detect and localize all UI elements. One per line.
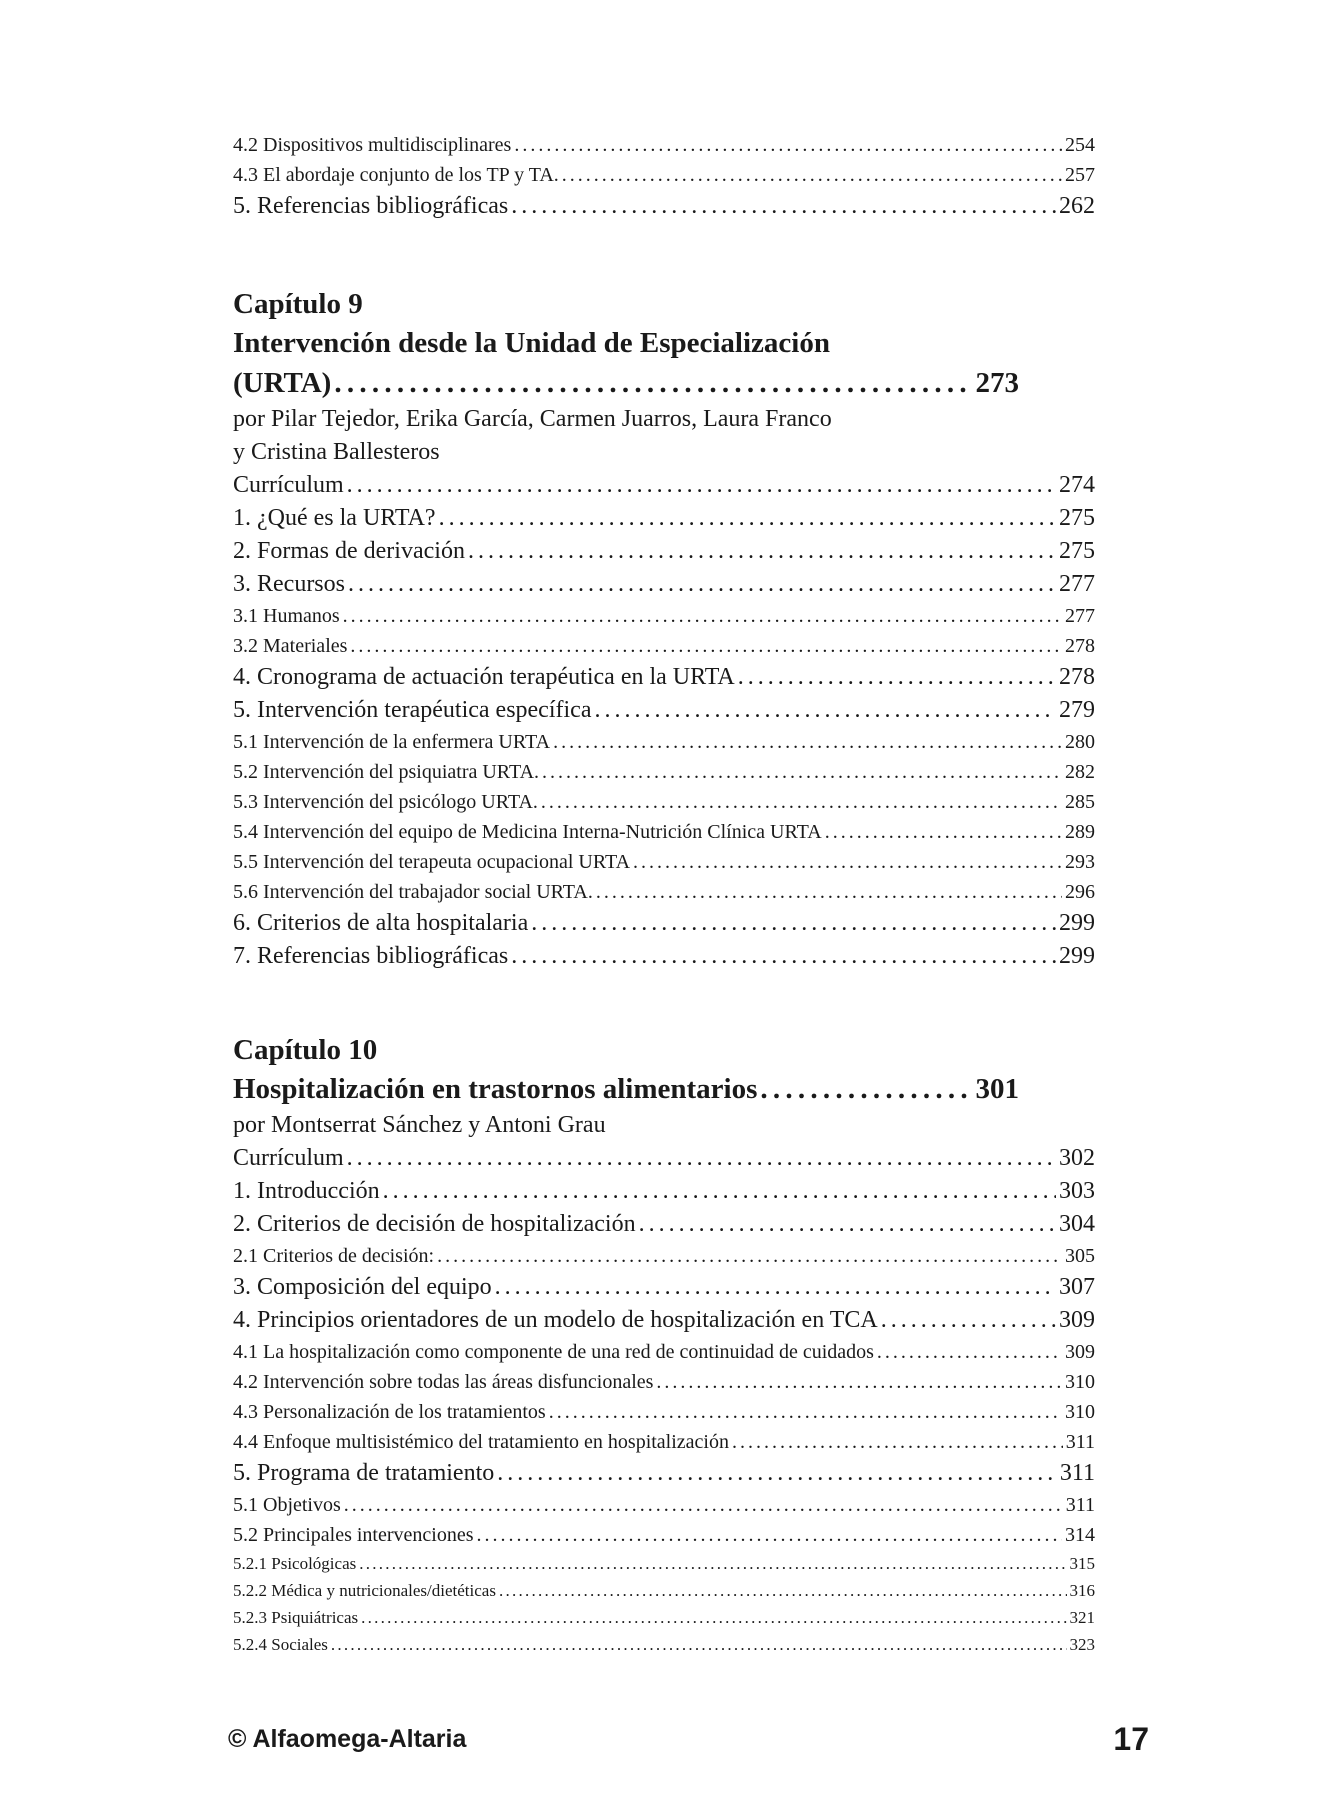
dot-leader	[825, 817, 1062, 847]
toc-entry-page: 314	[1065, 1524, 1095, 1546]
toc-entry-label: 5.1 Intervención de la enfermera URTA	[233, 731, 551, 753]
toc-entry-page: 321	[1069, 1608, 1095, 1627]
toc-entry-label: 5.2.1 Psicológicas	[233, 1554, 357, 1573]
toc-entry-label: 5.2.4 Sociales	[233, 1635, 328, 1654]
toc-entry	[233, 1241, 1095, 1271]
toc-entry-page: 311	[1065, 1494, 1095, 1516]
toc-entry-label: 5.5 Intervención del terapeuta ocupacional URTA	[233, 851, 631, 873]
toc-entry-label: 5.2.2 Médica y nutricionales/dietéticas	[233, 1581, 496, 1600]
dot-leader	[594, 694, 1056, 727]
toc-entry	[233, 694, 1095, 727]
dot-leader	[542, 757, 1062, 787]
chapter-9-title-line2	[233, 363, 1019, 403]
dot-leader	[553, 727, 1062, 757]
toc-entry	[233, 787, 1095, 817]
chapter-9-heading	[233, 285, 1095, 469]
toc-entry-label: 4.2 Dispositivos multidisciplinares	[233, 134, 512, 156]
toc-entry-page: 293	[1065, 851, 1095, 873]
toc-entry-page: 303	[1059, 1178, 1095, 1204]
toc-entry-page: 262	[1059, 193, 1095, 219]
dot-leader	[760, 1069, 972, 1109]
toc-entry	[233, 502, 1095, 535]
toc-entry-label: 6. Criterios de alta hospitalaria	[233, 910, 529, 936]
toc-entry-page: 299	[1059, 910, 1095, 936]
toc-entry-label: 1. Introducción	[233, 1178, 380, 1204]
toc-entry	[233, 1304, 1095, 1337]
toc-entry-label: 5.2 Principales intervenciones	[233, 1524, 474, 1546]
dot-leader	[495, 1271, 1056, 1304]
toc-entry	[233, 1577, 1095, 1604]
chapter-9-number: Capítulo 9	[233, 288, 363, 320]
dot-leader	[347, 469, 1056, 502]
dot-leader	[437, 1241, 1062, 1271]
toc-entry-label: 2. Formas de derivación	[233, 538, 465, 564]
dot-leader	[732, 1427, 1063, 1457]
toc-entry	[233, 568, 1095, 601]
toc-entry-page: 275	[1059, 538, 1095, 564]
toc-top-list	[233, 130, 1095, 223]
chapter-9-authors-line1: por Pilar Tejedor, Erika García, Carmen Juarros, Laura Franco	[233, 406, 832, 432]
toc-entry-page: 275	[1059, 505, 1095, 531]
chapter-10-number: Capítulo 10	[233, 1034, 378, 1066]
toc-entry-label: 2. Criterios de decisión de hospitalización	[233, 1211, 636, 1237]
toc-entry-label: 2.1 Criterios de decisión:	[233, 1245, 435, 1267]
dot-leader	[639, 1208, 1056, 1241]
toc-entry-page: 257	[1065, 164, 1095, 186]
chapter-10-heading	[233, 1031, 1095, 1142]
chapter-9-title-line2-label: (URTA)	[233, 367, 332, 399]
toc-entry-label: 5.3 Intervención del psicólogo URTA.	[233, 791, 538, 813]
chapter-9-title-line1: Intervención desde la Unidad de Especialización	[233, 327, 830, 359]
dot-leader	[439, 502, 1056, 535]
chapter-9-authors-line2: y Cristina Ballesteros	[233, 439, 440, 465]
dot-leader	[348, 568, 1056, 601]
dot-leader	[343, 601, 1062, 631]
toc-entry	[233, 817, 1095, 847]
toc-entry-page: 282	[1065, 761, 1095, 783]
dot-leader	[511, 940, 1056, 973]
toc-entry	[233, 940, 1095, 973]
table-of-contents	[233, 0, 1095, 1658]
toc-entry-label: 1. ¿Qué es la URTA?	[233, 505, 436, 531]
toc-entry-label: 4.3 Personalización de los tratamientos	[233, 1401, 546, 1423]
dot-leader	[633, 847, 1062, 877]
toc-entry	[233, 877, 1095, 907]
toc-entry-page: 309	[1059, 1307, 1095, 1333]
toc-entry-page: 302	[1059, 1145, 1095, 1171]
toc-entry-page: 278	[1065, 635, 1095, 657]
toc-entry	[233, 1397, 1095, 1427]
dot-leader	[468, 535, 1056, 568]
toc-entry-label: 5. Referencias bibliográficas	[233, 193, 509, 219]
toc-entry-page: 278	[1059, 664, 1095, 690]
toc-entry	[233, 1550, 1095, 1577]
toc-entry-label: 5. Programa de tratamiento	[233, 1460, 495, 1486]
toc-entry-label: 3. Composición del equipo	[233, 1274, 492, 1300]
toc-entry-page: 280	[1065, 731, 1095, 753]
chapter-9-title-page: 273	[975, 367, 1019, 399]
toc-entry	[233, 727, 1095, 757]
toc-entry	[233, 907, 1095, 940]
toc-entry-page: 274	[1059, 472, 1095, 498]
toc-entry-label: 5.6 Intervención del trabajador social URTA.	[233, 881, 593, 903]
toc-entry-page: 323	[1069, 1635, 1095, 1654]
dot-leader	[497, 1457, 1057, 1490]
toc-entry	[233, 190, 1095, 223]
toc-entry-label: Currículum	[233, 472, 344, 498]
chapter-10-title-label: Hospitalización en trastornos alimentarios	[233, 1073, 758, 1105]
toc-entry-label: 4. Cronograma de actuación terapéutica en la URTA	[233, 664, 735, 690]
toc-entry-page: 289	[1065, 821, 1095, 843]
page-number: 17	[1113, 1720, 1149, 1757]
dot-leader	[549, 1397, 1062, 1427]
toc-entry	[233, 535, 1095, 568]
toc-entry	[233, 1175, 1095, 1208]
dot-leader	[511, 190, 1056, 223]
dot-leader	[881, 1304, 1056, 1337]
toc-entry-label: 3.1 Humanos	[233, 605, 340, 627]
toc-entry-page: 307	[1059, 1274, 1095, 1300]
toc-entry	[233, 847, 1095, 877]
dot-leader	[347, 1142, 1056, 1175]
toc-entry-page: 299	[1059, 943, 1095, 969]
toc-entry-page: 309	[1065, 1341, 1095, 1363]
toc-entry	[233, 130, 1095, 160]
toc-entry-label: 7. Referencias bibliográficas	[233, 943, 509, 969]
toc-entry	[233, 601, 1095, 631]
dot-leader	[331, 1631, 1067, 1658]
toc-entry	[233, 1367, 1095, 1397]
dot-leader	[738, 661, 1056, 694]
toc-entry	[233, 469, 1095, 502]
dot-leader	[656, 1367, 1062, 1397]
toc-entry-page: 315	[1069, 1554, 1095, 1573]
dot-leader	[350, 631, 1062, 661]
toc-entry-page: 285	[1065, 791, 1095, 813]
toc-entry-label: 5.4 Intervención del equipo de Medicina Interna-Nutrición Clínica URTA	[233, 821, 822, 843]
toc-entry-label: Currículum	[233, 1145, 344, 1171]
dot-leader	[334, 363, 972, 403]
toc-entry	[233, 1631, 1095, 1658]
dot-leader	[477, 1520, 1063, 1550]
toc-entry-page: 316	[1069, 1581, 1095, 1600]
toc-entry-page: 305	[1065, 1245, 1095, 1267]
toc-entry	[233, 1457, 1095, 1490]
chapter-10-entries	[233, 1142, 1095, 1658]
chapter-10-title-page: 301	[975, 1073, 1019, 1105]
toc-entry-page: 311	[1059, 1460, 1095, 1486]
toc-entry	[233, 1142, 1095, 1175]
toc-entry-label: 5.2 Intervención del psiquiatra URTA.	[233, 761, 540, 783]
toc-entry	[233, 1427, 1095, 1457]
dot-leader	[541, 787, 1062, 817]
toc-entry-page: 277	[1059, 571, 1095, 597]
toc-entry-page: 304	[1059, 1211, 1095, 1237]
toc-entry-page: 310	[1065, 1371, 1095, 1393]
dot-leader	[596, 877, 1062, 907]
dot-leader	[383, 1175, 1056, 1208]
toc-entry-label: 3. Recursos	[233, 571, 345, 597]
chapter-9-entries	[233, 469, 1095, 973]
toc-entry	[233, 1604, 1095, 1631]
toc-entry-label: 4.4 Enfoque multisistémico del tratamiento en hospitalización	[233, 1431, 729, 1453]
chapter-10-authors: por Montserrat Sánchez y Antoni Grau	[233, 1112, 606, 1138]
toc-entry-page: 277	[1065, 605, 1095, 627]
dot-leader	[562, 160, 1062, 190]
toc-entry-page: 254	[1065, 134, 1095, 156]
toc-entry-label: 3.2 Materiales	[233, 635, 348, 657]
dot-leader	[514, 130, 1062, 160]
toc-entry-page: 279	[1059, 697, 1095, 723]
toc-entry	[233, 631, 1095, 661]
toc-entry-page: 296	[1065, 881, 1095, 903]
toc-entry-page: 311	[1065, 1431, 1095, 1453]
toc-entry-label: 5.1 Objetivos	[233, 1494, 341, 1516]
toc-entry	[233, 757, 1095, 787]
dot-leader	[344, 1490, 1063, 1520]
toc-entry-label: 5. Intervención terapéutica específica	[233, 697, 592, 723]
toc-entry	[233, 160, 1095, 190]
toc-entry-label: 4.2 Intervención sobre todas las áreas disfuncionales	[233, 1371, 654, 1393]
page-footer	[228, 1718, 1149, 1760]
dot-leader	[499, 1577, 1067, 1604]
toc-entry	[233, 1490, 1095, 1520]
dot-leader	[361, 1604, 1066, 1631]
toc-entry-label: 4.1 La hospitalización como componente de una red de continuidad de cuidados	[233, 1341, 874, 1363]
toc-entry	[233, 1271, 1095, 1304]
toc-entry-page: 310	[1065, 1401, 1095, 1423]
toc-entry-label: 4.3 El abordaje conjunto de los TP y TA.	[233, 164, 559, 186]
toc-entry	[233, 1208, 1095, 1241]
toc-entry	[233, 1520, 1095, 1550]
toc-entry	[233, 661, 1095, 694]
toc-entry-label: 4. Principios orientadores de un modelo de hospitalización en TCA	[233, 1307, 878, 1333]
toc-entry-label: 5.2.3 Psiquiátricas	[233, 1608, 359, 1627]
dot-leader	[359, 1550, 1066, 1577]
dot-leader	[877, 1337, 1062, 1367]
chapter-10-title	[233, 1069, 1019, 1109]
publisher-credit: © Alfaomega-Altaria	[228, 1724, 467, 1753]
toc-entry	[233, 1337, 1095, 1367]
dot-leader	[531, 907, 1056, 940]
